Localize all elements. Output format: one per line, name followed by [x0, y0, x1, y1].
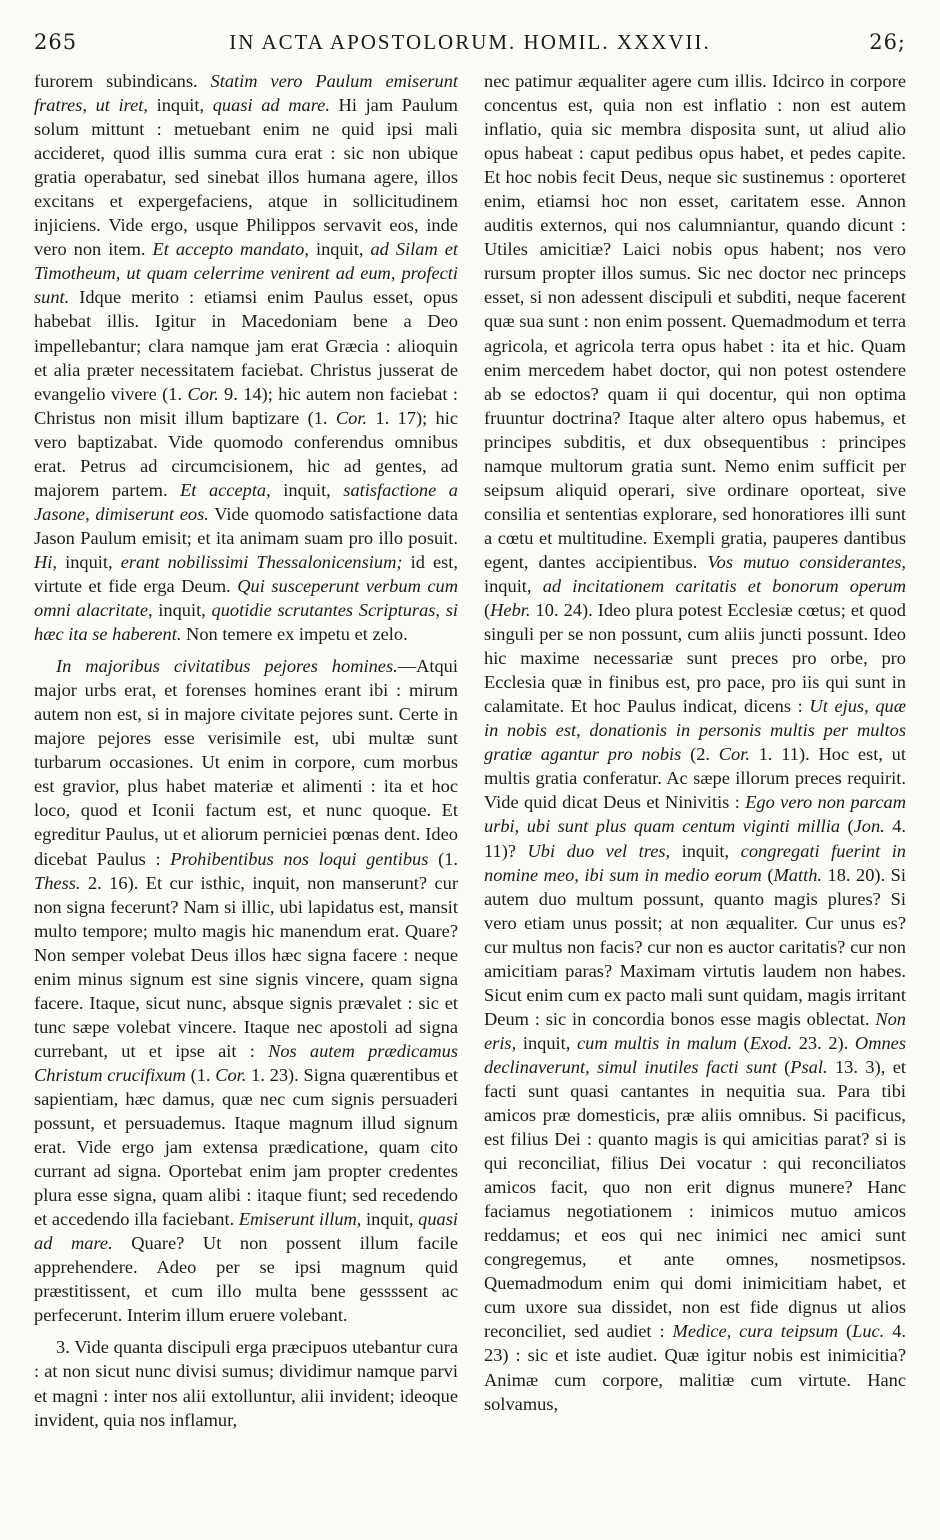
italic-text-run: quasi ad mare. [212, 95, 330, 116]
italic-text-run: quotidie scrutantes Scripturas, si hæc ita se haberent. [34, 600, 458, 645]
text-run: inquit, [147, 95, 213, 116]
text-run: ( [736, 1032, 750, 1053]
text-run: —Atqui major urbs erat, et forenses homines erant ibi : mirum autem non est, si in majore civitate pejores sunt. Certe in majore pejores esse verisimile est, ubi multæ sunt turbarum occasiones. Ut enim in corpore, cum morbus est gravior, plus habet materiæ et alimenti : ita et hoc loco, quod et Iconii factum est, et nunc quoque. Et egreditur Paulus, ut et aliorum pernicieі pœnas dent. Ideo dicebat Paulus : [34, 656, 458, 869]
text-run: Non temere ex impetu et zelo. [181, 624, 408, 645]
italic-text-run: Qui susceperunt verbum cum omni alacritate, [34, 575, 458, 621]
italic-text-run: Cor. [335, 407, 368, 428]
text-run: inquit, [270, 479, 344, 500]
italic-text-run: ad incitationem caritatis et bonorum operum [542, 575, 906, 596]
text-run: ( [776, 1056, 791, 1077]
text-run: 3. Vide quanta discipuli erga præcipuos utebantur cura : at non sicut nunc divisi sumus; dividimur namque parvi et magni : inter nos alii extolluntur, alii invident; ideoque invident, quia nos inflamur, [34, 1337, 458, 1430]
italic-text-run: Luc. [852, 1321, 885, 1342]
text-run: inquit, [670, 840, 741, 861]
italic-text-run: Cor. [718, 744, 750, 765]
text-run: inquit, [57, 551, 121, 572]
paragraph [34, 1335, 458, 1431]
italic-text-run: Prohibentibus nos loqui gentibus [170, 848, 429, 869]
text-run: 13. 3), et facti sunt quasi cantantes in nequitia sua. Para tibi amicos præ domesticis, præ aliis omnibus. Si pacificus, est filius Dei : quanto magis is qui amicitias parat? si is qui reconciliat, filius Dei vocatur : qui reconciliatos amicos facit, quo non erit dignus munere? Hanc faciamus negotiationem : inimicos mutuo amicos reddamus; et eos qui nec inimici nec amici sunt congregemus, et ante omnes, nosmetipsos. Quemadmodum enim qui domi inimicitiam habet, et cum uxore sua dissidet, non est fide dignus ut alios reconciliet, sed audiet : [484, 1056, 906, 1342]
text-run: furorem subindicans. [34, 71, 211, 91]
text-run: 1. 17); hic vero baptizabat. Vide quomodo conferendus omnibus erat. Petrus ad circumcisionem, hic ad gentes, ad majorem partem. [34, 407, 458, 500]
italic-text-run: Exod. [749, 1032, 793, 1053]
italic-text-run: Non eris, [484, 1008, 906, 1053]
text-run: id est, virtute et fide erga Deum. [34, 551, 458, 596]
paragraph [34, 654, 458, 1327]
text-run: Quare? Ut non possent illum facile apprehendere. Adeo per se ipsi magnum quid præstitissent, et cum illo multa bene gessssent ac perfecerunt. Interim illum eruere volebant. [34, 1233, 459, 1326]
text-run: Vide quomodo satisfactione data Jason Paulum emisit; et ita animam suam pro illo posuit. [34, 503, 458, 548]
text-run: ( [761, 864, 774, 885]
text-run: inquit, [361, 1209, 419, 1230]
page-number-left: 265 [34, 30, 78, 54]
italic-text-run: satisfactione a Jasone, dimiserunt eos. [34, 479, 458, 524]
text-run: 2. 16). Et cur isthic, inquit, non manserunt? cur non signa fecerunt? Nam si illic, ubi lapidatus est, mansit multo tempore; multo magis hic manendum erat. Quare? Non semper volebat Deus illos hæc signa facere : neque enim minus signum est sine signis vincere, quam signa facere. Itaque, sicut nunc, absque signis prævalet : sic et tunc sæpe volebat vincere. Itaque nec apostoli ad signa currebant, ut et ipse ait : [34, 872, 458, 1061]
italic-text-run: Ego vero non parcam urbi, ubi sunt plus quam centum viginti millia [484, 792, 906, 837]
text-run: (1. [185, 1064, 216, 1085]
text-run: ( [484, 600, 491, 621]
italic-text-run: Nos autem prædicamus Christum crucifixum [34, 1040, 458, 1085]
text-run: ( [838, 1321, 853, 1342]
italic-text-run: Matth. [773, 864, 822, 885]
text-run: 18. 20). Si autem duo multum possunt, quanto magis plures? Si vero etiam unus possit; at non æqualiter. Cur unus es? cur multus non facis? cur non es auctor caritatis? cur non amicitiam paras? Maximam virtutis laudem non habes. Sicut enim cum ex pacto mali sunt quidam, magis irritant Deum : sic in concordia bonos esse magis oblectat. [484, 864, 907, 1029]
text-run: inquit, [308, 239, 371, 260]
italic-text-run: ad Silam et Timotheum, ut quam celerrime venirent ad eum, profecti sunt. [34, 239, 459, 308]
italic-text-run: Ubi duo vel tres, [527, 840, 671, 861]
italic-text-run: Thess. [34, 872, 81, 893]
italic-text-run: Cor. [215, 1064, 247, 1085]
italic-text-run: quasi ad mare. [34, 1209, 458, 1254]
right-column [484, 69, 906, 1424]
italic-text-run: Hi, [34, 551, 57, 572]
paragraph [34, 69, 458, 646]
text-run: (2. [681, 744, 719, 765]
text-run: inquit, [152, 600, 212, 621]
italic-text-run: Ut ejus, quæ in nobis est, donationis in personis multis per multos gratiæ agantur pro nobis [484, 696, 907, 765]
text-run: Hi jam Paulum solum mittunt : metuebant enim ne quid ipsi mali accideret, quod illis summa cura erat : sic non ubique gratia operabatur, sed sinebat illos humana agere, illos excitans et expergefaciens, atque in sollicitudinem injiciens. Vide ergo, usque Philippos servavit eos, inde vero non item. [34, 95, 458, 260]
italic-text-run: Et accepto mandato, [152, 239, 309, 260]
italic-text-run: Cor. [187, 383, 219, 404]
text-run: 4. 23) : sic et iste audiet. Quæ igitur nobis est inimicitia? Animæ cum corpore, malitiæ cum virtute. Hanc solvamus, [484, 1321, 907, 1414]
text-run: 1. 23). Signa quærentibus et sapientiam, hæc damus, quæ nec cum signis persuaderi possunt, et persuademus. Itaque magnum illud signum erat. Vide ergo jam extensa prædicatione, quam cito currant ad signa. Oportebat enim jam propter credentes plura esse signa, quam alibi : itaque fiunt; sed recedendo et accedendo illa faciebant. [34, 1064, 458, 1230]
italic-text-run: erant nobilissimi Thessalonicensium; [120, 551, 403, 572]
italic-text-run: Statim vero Paulum emiserunt fratres, ut iret, [34, 71, 459, 116]
italic-text-run: Medice, cura teipsum [672, 1321, 839, 1342]
text-run: Idque merito : etiamsi enim Paulus esset, opus habebat illis. Igitur in Macedoniam bene a Deo impellebantur; clara namque jam erat Græcia : alioquin et alia præter necessitatem faciebat. Christus jusserat de evangelio vivere (1. [34, 287, 458, 404]
running-title: IN ACTA APOSTOLORUM. HOMIL. XXXVII. [229, 30, 711, 54]
italic-text-run: In majoribus civitatibus pejores homines. [56, 656, 398, 677]
text-run: (1. [428, 848, 458, 869]
italic-text-run: Omnes declinaverunt, simul inutiles facti sunt [484, 1032, 906, 1077]
italic-text-run: Jon. [853, 816, 885, 837]
italic-text-run: Psal. [790, 1056, 828, 1077]
text-run: 23. 2). [792, 1032, 855, 1053]
text-run: inquit, [516, 1032, 577, 1053]
text-run: 4. 11)? [484, 816, 906, 861]
text-run: 10. 24). Ideo plura potest Ecclesiæ cœtus; et quod singuli per se non possunt, cum aliis juncti possunt. Ideo hic maxime necessariæ sunt preces pro orbe, pro Ecclesia quæ in finibus est, pro pace, pro iis qui sunt in calamitate. Et hoc Paulus indicat, dicens : [484, 600, 906, 717]
italic-text-run: Et accepta, [180, 479, 271, 500]
text-run: ( [840, 816, 854, 837]
left-column [34, 69, 458, 1440]
italic-text-run: Vos mutuo considerantes, [707, 551, 906, 572]
text-run: 1. 11). Hoc est, ut multis gratia conferatur. Ac sæpe illorum preces requirit. Vide quid dicat Deus et Ninivitis : [484, 744, 906, 813]
page-number-right: 26; [869, 30, 906, 54]
italic-text-run: Emiserunt illum, [238, 1209, 362, 1230]
paragraph [484, 69, 906, 1416]
text-run: inquit, [484, 575, 543, 596]
italic-text-run: congregati fuerint in nomine meo, ibi sum in medio eorum [484, 840, 906, 885]
text-run: 9. 14); hic autem non faciebat : Christus non misit illum baptizare (1. [34, 383, 458, 428]
running-head [34, 30, 906, 64]
text-run: nec patimur æqualiter agere cum illis. Idcirco in corpore concentus est, quia non est inflatio : non est autem inflatio, quia sic membra disposita sunt, ut aliud alio opus habeat : caput pedibus opus habet, et pedes capite. Et hoc nobis fecit Deus, neque sic sustinemus : oporteret enim, etiamsi hoc non esset, caritatem esse. Annon auditis externos, qui nos calumniantur, quando dicunt : Utiles amicitiæ? Laici nobis opus habent; nos vero rursum propter illos sumus. Sic nec doctor nec princeps esset, si non adessent discipuli et subditi, neque facerent quæ sua sunt : non enim possent. Quemadmodum et terra agricola, et agricola terra opus habet : ita et hic. Quam enim mercedem habet doctor, qui non potest ostendere ab se edoctos? quam ii qui docentur, qui non optima fruuntur doctrina? Itaque alter altero opus habemus, et principes subditis, et dux obsequentibus : principes namque multorum gratia sunt. Nemo enim sufficit per seipsum aliquid operari, sive ordinare oporteat, sive consilia et sententias explorare, sed honoratiores illi sunt a cœtu et multitudine. Exempli gratia, pauperes dantibus egent, dantes accipientibus. [484, 71, 906, 572]
italic-text-run: cum multis in malum [577, 1032, 737, 1053]
italic-text-run: Hebr. [490, 600, 531, 621]
